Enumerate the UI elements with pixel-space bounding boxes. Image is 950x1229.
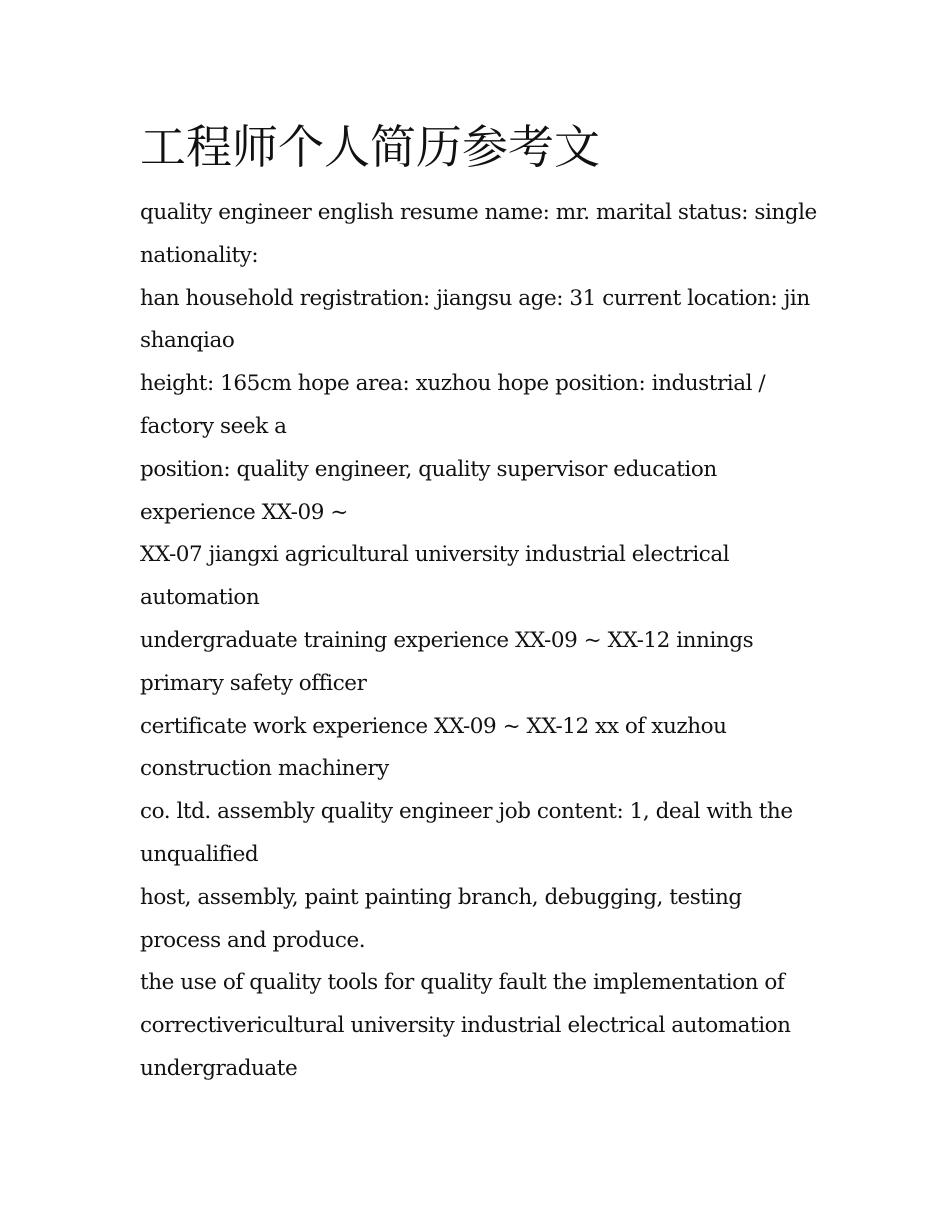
paragraph: position: quality engineer, quality supervisor education experience XX-09 ~ (140, 456, 717, 525)
document-title: 工程师个人简历参考文 (140, 120, 600, 174)
paragraph: host, assembly, paint painting branch, debugging, testing process and produce. (140, 884, 742, 953)
paragraph: XX-07 jiangxi agricultural university industrial electrical automation (140, 542, 730, 611)
document-page (140, 116, 820, 1091)
paragraph: height: 165cm hope area: xuzhou hope position: industrial / factory seek a (140, 371, 766, 439)
paragraph: han household registration: jiangsu age: 31 current location: jin shanqiao (140, 285, 810, 354)
document-body (140, 192, 820, 1091)
paragraph: co. ltd. assembly quality engineer job content: 1, deal with the unqualified (140, 799, 793, 867)
paragraph: undergraduate training experience XX-09 ~ XX-12 innings primary safety officer (140, 627, 754, 696)
paragraph: certificate work experience XX-09 ~ XX-12 xx of xuzhou construction machinery (140, 713, 727, 782)
paragraph: quality engineer english resume name: mr. marital status: single nationality: (140, 200, 817, 268)
paragraph: the use of quality tools for quality fault the implementation of correctivericultural university industrial electrical automation undergraduate (140, 970, 791, 1081)
